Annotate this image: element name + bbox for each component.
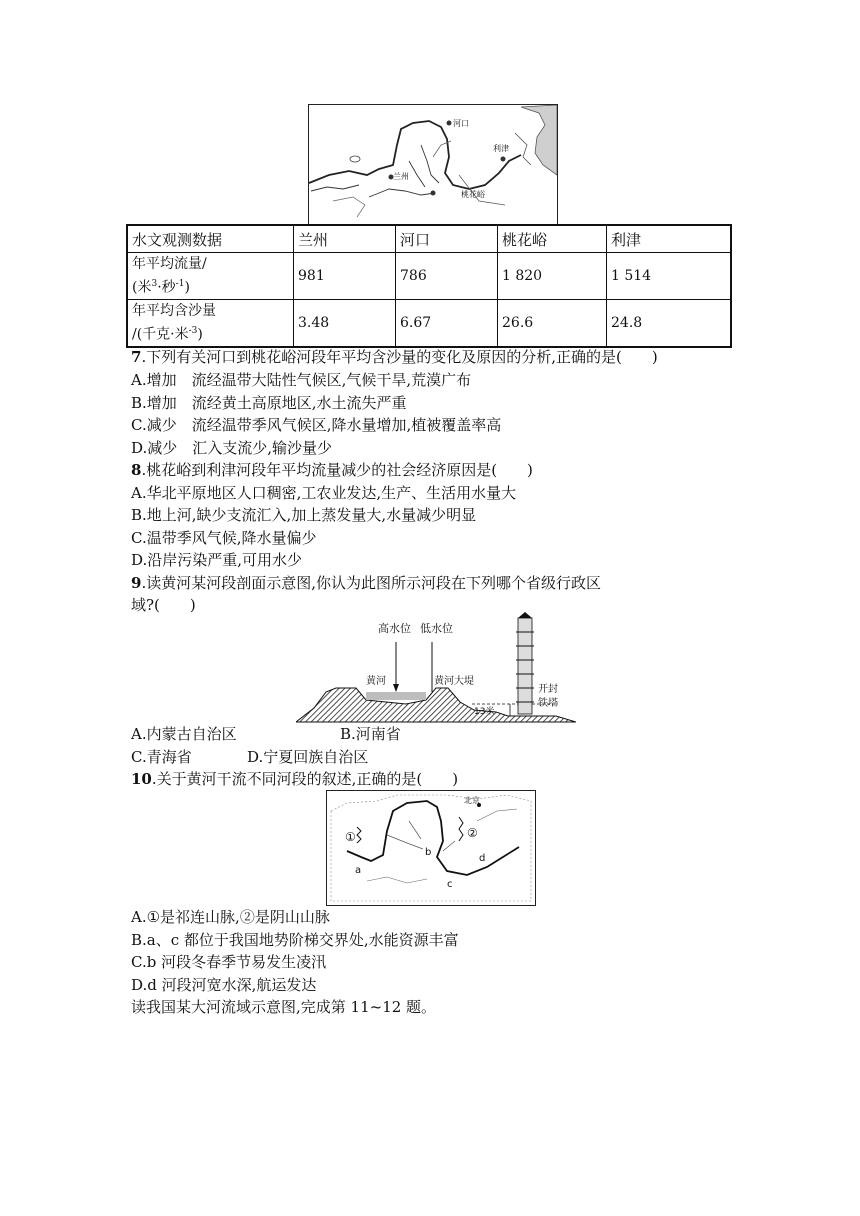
table-row — [127, 300, 731, 348]
question-7-option-b: B.增加 流经黄土高原地区,水土流失严重 — [131, 394, 407, 412]
row-label-flow: 年平均流量/ (米$^3$·秒$^{-1}$) — [127, 253, 294, 300]
table-row — [127, 253, 731, 300]
question-7-stem: 7.下列有关河口到桃花峪河段年平均含沙量的变化及原因的分析,正确的是( ) — [131, 348, 658, 366]
label-low-water: 低水位 — [420, 622, 453, 635]
question-10-option-b: B.a、c 都位于我国地势阶梯交界处,水能资源丰富 — [131, 931, 459, 949]
table-header-row — [127, 225, 731, 253]
label-c: c — [447, 879, 453, 890]
table-cell: 6.67 — [396, 300, 498, 348]
table-cell: 26.6 — [498, 300, 607, 348]
question-10-option-d: D.d 河段河宽水深,航运发达 — [131, 976, 317, 994]
question-8-option-a: A.华北平原地区人口稠密,工农业发达,生产、生活用水量大 — [131, 484, 517, 502]
question-9-option-d: D.宁夏回族自治区 — [247, 748, 369, 766]
cross-section-svg — [296, 612, 576, 724]
question-9-option-c: C.青海省 — [131, 748, 192, 766]
question-8-option-c: C.温带季风气候,降水量偏少 — [131, 529, 317, 547]
table-cell: 1 514 — [607, 253, 732, 300]
header-cell: 河口 — [396, 225, 498, 253]
station-map-svg — [309, 105, 557, 225]
question-7-option-d: D.减少 汇入支流少,输沙量少 — [131, 439, 333, 457]
question-10-stem: 10.关于黄河干流不同河段的叙述,正确的是( ) — [131, 770, 459, 788]
label-iron-pagoda: 铁塔 — [538, 698, 558, 709]
question-8-stem: 8.桃花峪到利津河段年平均流量减少的社会经济原因是( ) — [131, 461, 533, 479]
label-circle-1: ① — [345, 830, 356, 844]
table-cell: 981 — [294, 253, 396, 300]
label-a: a — [355, 865, 362, 876]
question-9-stem: 9.读黄河某河段剖面示意图,你认为此图所示河段在下列哪个省级行政区 — [131, 574, 601, 592]
question-10-option-c: C.b 河段冬春季节易发生凌汛 — [131, 953, 327, 971]
question-9-stem-cont: 域?( ) — [131, 596, 196, 614]
yellow-river-basin-map — [326, 790, 536, 906]
label-13m: 13米 — [474, 707, 495, 717]
table-cell: 24.8 — [607, 300, 732, 348]
header-cell: 水文观测数据 — [127, 225, 294, 253]
question-9-option-a: A.内蒙古自治区 — [131, 725, 237, 743]
label-d: d — [479, 853, 486, 864]
label-yellow-river: 黄河 — [366, 676, 386, 687]
question-8-option-d: D.沿岸污染严重,可用水少 — [131, 551, 303, 569]
row-label-sediment: 年平均含沙量 /(千克·米$^{-3}$) — [127, 300, 294, 348]
river-cross-section-diagram — [296, 612, 576, 724]
label-high-water: 高水位 — [378, 622, 411, 635]
label-b: b — [425, 847, 432, 858]
hydrology-table — [126, 224, 732, 348]
section-intro-text: 读我国某大河流域示意图,完成第 11~12 题。 — [131, 998, 437, 1016]
table-cell: 3.48 — [294, 300, 396, 348]
label-levee: 黄河大堤 — [434, 676, 474, 687]
header-cell: 利津 — [607, 225, 732, 253]
label-beijing: 北京 — [464, 796, 480, 805]
label-lanzhou: 兰州 — [393, 172, 409, 181]
label-lijin: 利津 — [493, 144, 509, 153]
question-8-option-b: B.地上河,缺少支流汇入,加上蒸发量大,水量减少明显 — [131, 506, 477, 524]
label-hekou: 河口 — [453, 119, 469, 128]
basin-map-svg — [327, 791, 535, 905]
question-7-option-c: C.减少 流经温带季风气候区,降水量增加,植被覆盖率高 — [131, 416, 502, 434]
header-cell: 桃花峪 — [498, 225, 607, 253]
yellow-river-station-map — [308, 104, 558, 226]
question-10-option-a: A.①是祁连山脉,②是阴山山脉 — [131, 908, 330, 926]
table-cell: 1 820 — [498, 253, 607, 300]
question-7-option-a: A.增加 流经温带大陆性气候区,气候干旱,荒漠广布 — [131, 371, 472, 389]
question-9-option-b: B.河南省 — [340, 725, 401, 743]
label-circle-2: ② — [467, 826, 478, 840]
label-kaifeng: 开封 — [538, 684, 558, 695]
table-cell: 786 — [396, 253, 498, 300]
header-cell: 兰州 — [294, 225, 396, 253]
label-taohuayu: 桃花峪 — [461, 190, 485, 199]
